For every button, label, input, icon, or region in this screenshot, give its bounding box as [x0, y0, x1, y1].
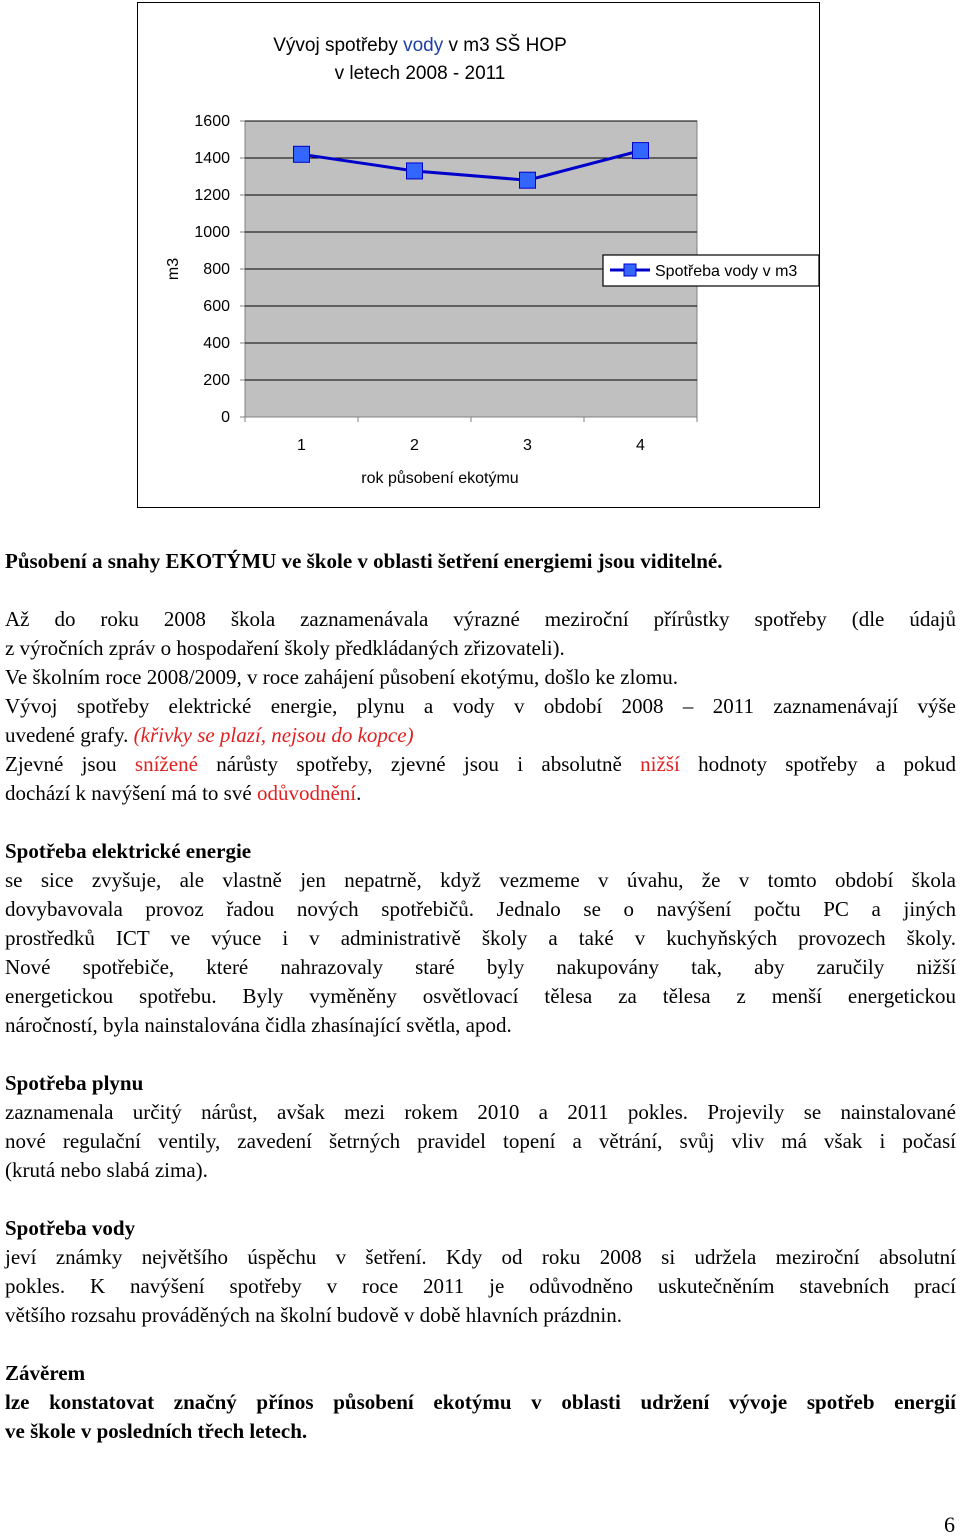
y-tick-label: 200 [203, 372, 230, 389]
x-tick-label: 3 [523, 437, 532, 454]
intro-text: Zjevné jsou [5, 752, 135, 776]
electricity-line-2: dovybavovala provoz řadou nových spotřebičů. Jednalo se o navýšení počtu PC a jiných [5, 897, 956, 921]
intro-text: dochází k navýšení má to své [5, 781, 257, 805]
intro-text: . [356, 781, 362, 805]
intro-text: nárůsty spotřeby, zjevné jsou i absolutně [197, 752, 641, 776]
x-tick-label: 1 [297, 437, 306, 454]
conclusion-line-1: lze konstatovat značný přínos působení ekotýmu v oblasti udržení vývoje spotřeb energií [5, 1390, 956, 1414]
water-line-1: jeví známky největšího úspěchu v šetření. Kdy od roku 2008 si udržela meziroční absolutní [5, 1245, 956, 1269]
x-tick-label: 4 [636, 437, 645, 454]
page-number: 6 [944, 1512, 955, 1537]
data-point [520, 172, 536, 188]
legend-label: Spotřeba vody v m3 [655, 263, 798, 280]
y-tick-label: 0 [221, 409, 230, 426]
intro-text: uvedené grafy. [5, 723, 134, 747]
section-water-title: Spotřeba vody [5, 1216, 136, 1240]
highlight-justification: odůvodnění [256, 781, 357, 805]
electricity-line-4: Nové spotřebiče, které nahrazovaly staré byly nakupovány tak, aby zaručily nižší [5, 955, 956, 979]
chart-title-line2: v letech 2008 - 2011 [334, 63, 506, 84]
gas-line-2: nové regulační ventily, zavedení šetrných pravidel topení a větrání, svůj vliv má však i počasí [5, 1129, 956, 1153]
data-point [633, 143, 649, 159]
intro-line-2: z výročních zpráv o hospodaření školy předkládaných zřizovateli). [5, 636, 565, 660]
highlight-reduced: snížené [134, 752, 198, 776]
data-point [407, 163, 423, 179]
x-axis-label: rok působení ekotýmu [361, 470, 519, 487]
water-consumption-chart [137, 2, 820, 508]
y-tick-label: 800 [203, 261, 230, 278]
gas-line-1: zaznamenala určitý nárůst, avšak mezi rokem 2010 a 2011 pokles. Projevily se nainstalované [5, 1100, 956, 1124]
y-tick-label: 1000 [194, 224, 230, 241]
section-conclusion-title: Závěrem [5, 1361, 86, 1385]
y-tick-label: 600 [203, 298, 230, 315]
y-axis-label: m3 [165, 257, 182, 281]
intro-line-5 [5, 721, 956, 750]
y-tick-label: 400 [203, 335, 230, 352]
intro-line-7 [5, 779, 956, 808]
y-tick-label: 1600 [194, 113, 230, 130]
section-electricity-title: Spotřeba elektrické energie [5, 839, 252, 863]
electricity-line-5: energetickou spotřebu. Byly vyměněny osvětlovací tělesa za tělesa z menší energetickou [5, 984, 956, 1008]
y-tick-label: 1200 [194, 187, 230, 204]
intro-line-3: Ve školním roce 2008/2009, v roce zahájení působení ekotýmu, došlo ke zlomu. [5, 665, 679, 689]
electricity-line-6: náročností, byla nainstalována čidla zhasínající světla, apod. [5, 1013, 512, 1037]
water-line-2: pokles. K navýšení spotřeby v roce 2011 je odůvodněno uskutečněním stavebních prací [5, 1274, 956, 1298]
gas-line-3: (krutá nebo slabá zima). [5, 1158, 208, 1182]
y-tick-label: 1400 [194, 150, 230, 167]
conclusion-line-2: ve škole v posledních třech letech. [5, 1419, 308, 1443]
legend [603, 255, 819, 286]
legend-marker [624, 264, 636, 276]
main-heading: Působení a snahy EKOTÝMU ve škole v oblasti šetření energiemi jsou viditelné. [5, 549, 723, 573]
intro-line-4: Vývoj spotřeby elektrické energie, plynu a vody v období 2008 – 2011 zaznamenávají výše [5, 694, 956, 718]
electricity-line-1: se sice zvyšuje, ale vlastně jen nepatrně, když vezmeme v úvahu, že v tomto období škola [5, 868, 956, 892]
curves-note: (křivky se plazí, nejsou do kopce) [133, 723, 414, 747]
intro-text: hodnoty spotřeby a pokud [679, 752, 957, 776]
highlight-lower: nižší [640, 752, 680, 776]
chart-svg [138, 3, 821, 509]
data-point [294, 146, 310, 162]
intro-line-6 [5, 750, 956, 779]
intro-line-1: Až do roku 2008 škola zaznamenávala výrazné meziroční přírůstky spotřeby (dle údajů [5, 607, 956, 631]
x-tick-label: 2 [410, 437, 419, 454]
section-gas-title: Spotřeba plynu [5, 1071, 144, 1095]
electricity-line-3: prostředků ICT ve výuce i v administrativě školy a také v kuchyňských provozech školy. [5, 926, 956, 950]
water-line-3: většího rozsahu prováděných na školní budově v době hlavních prázdnin. [5, 1303, 623, 1327]
chart-title-line1: Vývoj spotřeby vody v m3 SŠ HOP [273, 35, 567, 56]
